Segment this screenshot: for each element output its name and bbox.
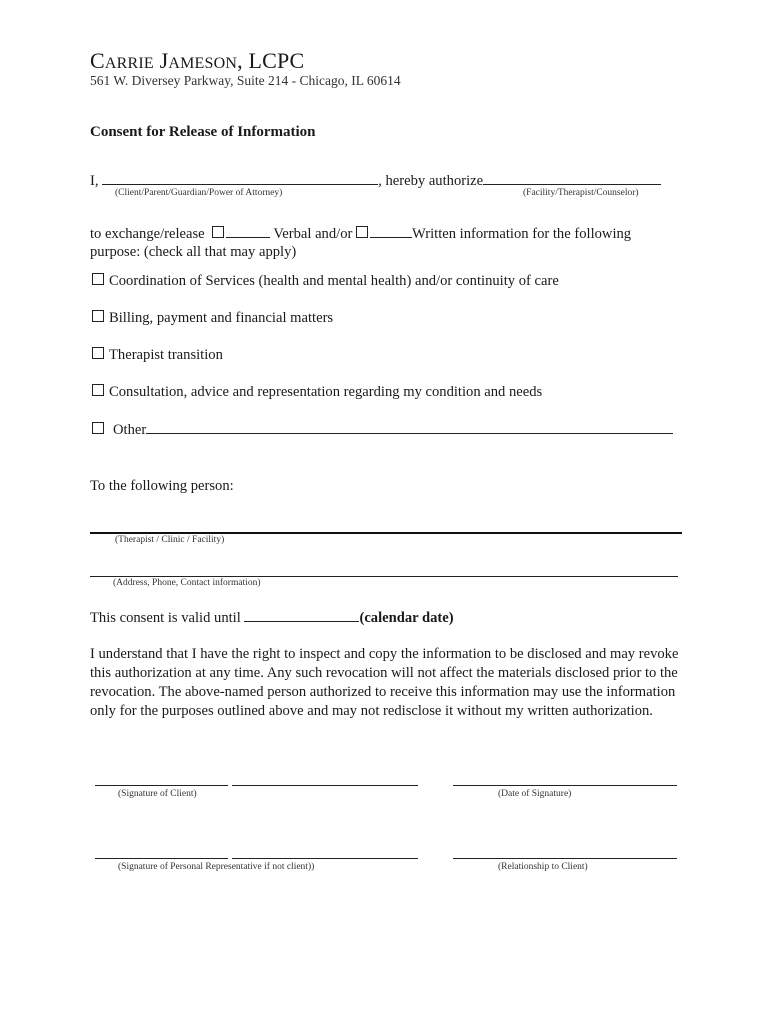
written-checkbox[interactable] (356, 226, 368, 238)
valid-until-suffix: (calendar date) (359, 610, 454, 626)
option-label: Coordination of Services (health and mental health) and/or continuity of care (109, 273, 559, 289)
relationship-field[interactable] (453, 858, 677, 859)
other-label: Other (113, 422, 147, 438)
verbal-checkbox[interactable] (212, 226, 224, 238)
therapist-field[interactable] (90, 532, 682, 534)
facility-name-field[interactable] (483, 172, 661, 185)
option-label: Consultation, advice and representation regarding my condition and needs (109, 384, 543, 400)
client-signature-field-a[interactable] (95, 785, 228, 786)
label-facility: (Facility/Therapist/Counselor) (523, 188, 639, 198)
written-blank[interactable] (370, 225, 412, 238)
exchange-verbal: Verbal and/or (273, 226, 353, 242)
form-title: Consent for Release of Information (90, 124, 316, 140)
exchange-written: Written information for the following (412, 226, 632, 242)
label-relationship: (Relationship to Client) (498, 862, 588, 872)
label-date: (Date of Signature) (498, 789, 572, 799)
option-other[interactable] (92, 421, 673, 439)
understanding-paragraph: I understand that I have the right to inspect and copy the information to be disclosed and may revoke this authorization at any time. Any such revocation will not affect the materials disclosed prior to the revocation. The above-named person authorized to receive this information may use the information only for the purposes outlined above and may not redisclose it without my written authorization. (90, 646, 679, 719)
label-signature-client: (Signature of Client) (118, 789, 197, 799)
option-billing[interactable] (92, 310, 333, 327)
checkbox-icon[interactable] (92, 347, 104, 359)
calendar-date-field[interactable] (244, 609, 359, 622)
checkbox-icon[interactable] (92, 422, 104, 434)
verbal-blank[interactable] (226, 225, 270, 238)
client-signature-field-b[interactable] (232, 785, 418, 786)
option-label: Billing, payment and financial matters (109, 310, 334, 326)
line1-mid: , hereby authorize (378, 173, 484, 189)
rep-signature-field-a[interactable] (95, 858, 228, 859)
other-field[interactable] (146, 421, 673, 434)
option-label: Therapist transition (109, 347, 223, 363)
date-field[interactable] (453, 785, 677, 786)
exchange-line (90, 225, 631, 243)
checkbox-icon[interactable] (92, 384, 104, 396)
valid-until-prefix: This consent is valid until (90, 610, 241, 626)
option-therapist-transition[interactable] (92, 347, 223, 364)
purpose-line: purpose: (check all that may apply) (90, 244, 297, 260)
label-client: (Client/Parent/Guardian/Power of Attorney) (115, 188, 283, 198)
valid-until-line (90, 609, 454, 627)
to-person-label: To the following person: (90, 478, 234, 494)
client-name-field[interactable] (102, 172, 378, 185)
line1-prefix: I, (90, 173, 103, 189)
rep-signature-field-b[interactable] (232, 858, 418, 859)
label-address: (Address, Phone, Contact information) (113, 578, 261, 588)
label-signature-rep: (Signature of Personal Representative if not client)) (118, 862, 315, 872)
option-coordination[interactable] (92, 273, 559, 290)
checkbox-icon[interactable] (92, 310, 104, 322)
option-consultation[interactable] (92, 384, 542, 401)
address-field[interactable] (90, 576, 678, 577)
practice-name: CARRIE JAMESON, LCPC (90, 48, 305, 73)
exchange-prefix: to exchange/release (90, 226, 205, 242)
label-therapist: (Therapist / Clinic / Facility) (115, 535, 225, 545)
practice-address: 561 W. Diversey Parkway, Suite 214 - Chicago, IL 60614 (90, 73, 401, 88)
checkbox-icon[interactable] (92, 273, 104, 285)
